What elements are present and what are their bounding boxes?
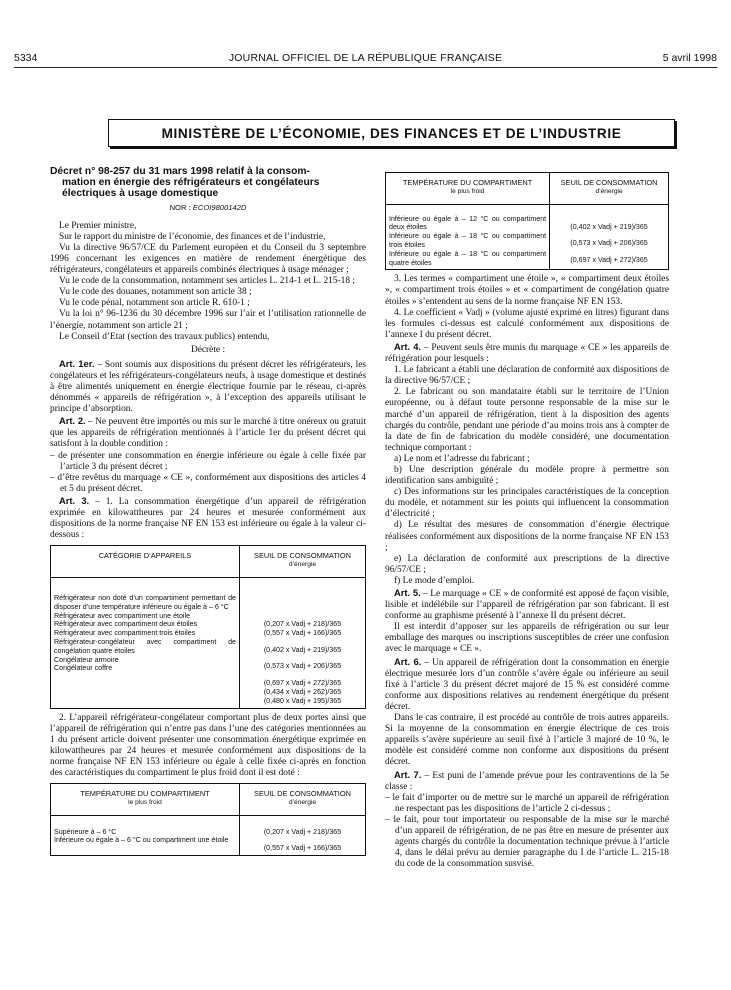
row-value: (0,207 x Vadj + 218)/365 — [263, 619, 342, 628]
paragraph: Dans le cas contraire, il est procédé au contrôle de trois autres appareils. Si la moyenne de la consommation en énergie électrique de ces trois appareils s’avère supérieure au seuil fixé à l’article 3 majoré de 10 %, le modèle est considéré comme non conforme aux dispositions du présent décret. — [385, 713, 669, 768]
list-item: – de présenter une consommation en énergie inférieure ou égale à celle fixée par l’article 3 du présent décret ; — [50, 450, 366, 472]
paragraph: Vu le code pénal, notamment son article R. 610-1 ; — [59, 298, 250, 309]
nor-code: ECOI9800142D — [192, 202, 247, 212]
row-category: Inférieure ou égale à – 18 °C ou compartiment trois étoiles — [389, 232, 547, 249]
paragraph: 2. Le fabricant ou son mandataire établi sur le territoire de l’Union européenne, ou à défaut toute personne responsable de la mise sur le marché d’un appareil de réfrigération, tient à la disposition des agents chargés du contrôle, pendant une période d’au moins trois ans à compter de la date de fin de fabrication du modèle considéré, une documentation technique comportant : — [385, 387, 669, 453]
article-1 — [50, 358, 366, 415]
left-column — [50, 166, 366, 860]
row-value: (0,402 x Vadj + 219)/365 — [570, 222, 648, 231]
article-label: Art. 1er. — [59, 357, 95, 369]
journal-title: JOURNAL OFFICIEL DE LA RÉPUBLIQUE FRANÇAISE — [228, 52, 503, 64]
header-label: SEUIL DE CONSOMMATION — [560, 178, 658, 187]
decree-title-line: mation en énergie des réfrigérateurs et congélateurs — [62, 177, 320, 189]
table-row — [51, 815, 366, 856]
table-header — [550, 173, 669, 205]
article-3 — [50, 495, 366, 541]
list-item: – d’être revêtus du marquage « CE », conformément aux dispositions des articles 4 et 5 du présent décret. — [50, 472, 366, 494]
table-row — [51, 577, 366, 708]
table-header — [240, 546, 366, 578]
paragraph: d) Le résultat des mesures de consommation d’énergie électrique réalisées conformément aux dispositions de la norme française NF EN 153 ; — [385, 520, 669, 553]
row-category: Inférieure ou égale à – 12 °C ou compartiment deux étoiles — [389, 214, 547, 232]
list-item: – le fait d’importer ou de mettre sur le marché un appareil de réfrigération ne respectant pas les dispositions de l’article 2 ci-dessus ; — [385, 792, 669, 814]
article-4 — [385, 341, 669, 365]
right-column — [385, 166, 669, 870]
paragraph: a) Le nom et l’adresse du fabricant ; — [394, 453, 530, 464]
paragraph: b) Une description générale du modèle propre à permettre son identification sans ambiguïté ; — [385, 464, 669, 487]
paragraph: e) La déclaration de conformité aux prescriptions de la directive 96/57/CE ; — [385, 553, 669, 575]
header-label: TEMPÉRATURE DU COMPARTIMENT — [80, 789, 210, 799]
article-text: – Peuvent seuls être munis du marquage « CE » les appareils de réfrigération pour lesquels : — [385, 342, 669, 365]
row-value: (0,207 x Vadj + 218)/365 — [263, 827, 342, 836]
row-category: Réfrigérateur non doté d’un compartiment permettant de disposer d’une température inférieure ou égale à – 6 °C — [54, 593, 236, 611]
row-category: Congélateur armoire — [54, 655, 119, 664]
article-text: – Un appareil de réfrigération dont la consommation en énergie électrique mesurée lors d’un contrôle s’avère égale ou inférieure au seuil fixé à l’article 3 du présent décret majoré de 15 % est considéré comme conforme aux dispositions relatives au rendement énergétique du présent décret. — [385, 657, 669, 712]
header-label: SEUIL DE CONSOMMATION — [254, 551, 351, 561]
decree-title — [50, 166, 366, 200]
table-cell — [550, 204, 669, 270]
header-sublabel: le plus froid — [450, 187, 485, 195]
article-text: – 1. La consommation énergétique d’un appareil de réfrigération exprimée en kilowattheures par 24 heures et mesurée conformément aux dispositions de la norme française NF EN 153 est inférieure ou égale à la valeur ci-dessous : — [50, 496, 367, 541]
header-sublabel: d’énergie — [595, 187, 623, 195]
row-value: (0,557 x Vadj + 166)/365 — [263, 844, 342, 853]
table-header — [51, 546, 240, 578]
decree-title-line: Décret n° 98-257 du 31 mars 1998 relatif à la consom- — [50, 166, 310, 177]
row-value: (0,697 x Vadj + 272)/365 — [570, 256, 648, 265]
header-label: CATÉGORIE D’APPAREILS — [98, 551, 192, 561]
page-header — [14, 52, 717, 68]
paragraph: Vu le code des douanes, notamment son article 38 ; — [59, 287, 252, 298]
article-text: – Le marquage « CE » de conformité est apposé de façon visible, lisible et indélébile sur l’appareil de réfrigération par son fabricant. Il est conforme au graphisme présenté à l’annexe II du présent décret. — [385, 589, 669, 622]
row-value: (0,573 x Vadj + 206)/365 — [263, 662, 342, 671]
article-label: Art. 7. — [394, 768, 422, 780]
paragraph: f) Le mode d’emploi. — [394, 575, 475, 586]
page-number: 5334 — [14, 52, 38, 64]
row-category: Réfrigérateur avec compartiment deux étoiles — [54, 620, 198, 629]
decree-title-line: électriques à usage domestique — [62, 188, 219, 200]
row-value: (0,697 x Vadj + 272)/365 — [263, 679, 342, 688]
article-label: Art. 4. — [394, 340, 422, 352]
paragraph: 3. Les termes « compartiment une étoile », « compartiment deux étoiles », « compartiment trois étoiles » et « compartiment de congélation quatre étoiles » s’entendent au sens de la norme française NF EN 153. — [385, 274, 669, 307]
paragraph: Vu le code de la consommation, notamment ses articles L. 214-1 et L. 215-18 ; — [59, 276, 355, 287]
table-row — [386, 204, 669, 270]
paragraph: 4. Le coefficient « Vadj » (volume ajusté exprimé en litres) figurant dans les formules ci-dessus est calculé conformément aux dispositions de l’annexe I du présent décret. — [385, 307, 669, 340]
header-sublabel: d’énergie — [288, 798, 317, 806]
table-cell — [386, 204, 550, 270]
row-category: Réfrigérateur avec compartiment trois étoiles — [54, 629, 196, 638]
paragraph: Le Premier ministre, — [59, 220, 137, 231]
row-value: (0,480 x Vadj + 195)/365 — [263, 696, 342, 705]
article-2 — [50, 415, 366, 450]
paragraph: Il est interdit d’apposer sur les appareils de réfrigération ou sur leur emballage des marques ou inscriptions susceptibles de créer une confusion avec le marquage « CE ». — [385, 622, 669, 655]
paragraph: Vu la loi n° 96-1236 du 30 décembre 1996 sur l’air et l’utilisation rationnelle de l’énergie, notamment son article 21 ; — [50, 309, 366, 331]
paragraph: 2. L’appareil réfrigérateur-congélateur comportant plus de deux portes ainsi que l’appareil de réfrigération qui n’entre pas dans l’une des catégories mentionnées au 1 du présent article doivent présenter une consommation énergétique exprimée en kilowattheures par 24 heures et mesurée conformément aux dispositions de la norme française NF EN 153 inférieure ou égale à celle fixée ci-après en fonction des caractéristiques du compartiment le plus froid dont il est doté : — [50, 712, 366, 778]
article-label: Art. 5. — [394, 587, 421, 598]
table-cell — [240, 577, 366, 708]
table-cell — [51, 815, 240, 856]
table-cell — [240, 815, 366, 856]
article-7 — [385, 769, 669, 793]
table-header — [386, 173, 550, 205]
table-cell — [51, 577, 240, 708]
article-label: Art. 3. — [59, 494, 90, 506]
header-sublabel: le plus froid — [128, 798, 162, 806]
row-category: Supérieure à – 6 °C — [54, 827, 117, 836]
threshold-table-temperature — [50, 783, 366, 856]
row-category: Réfrigérateur-congélateur avec compartiment de congélation quatre étoiles — [54, 637, 236, 655]
row-category: Inférieure ou égale à – 6 °C ou compartiment une étoile — [54, 836, 229, 845]
issue-date: 5 avril 1998 — [662, 52, 717, 64]
article-text: – Ne peuvent être importés ou mis sur le marché à titre onéreux ou gratuit que les appareils de réfrigération mentionnés à l’article 1er du présent décret qui satisfont à la double condition : — [50, 417, 366, 450]
nor-label: NOR : — [169, 202, 191, 212]
row-category: Réfrigérateur avec compartiment une étoile — [54, 611, 191, 620]
paragraph: Sur le rapport du ministre de l’économie, des finances et de l’industrie, — [59, 231, 326, 242]
article-text: – Sont soumis aux dispositions du présent décret les réfrigérateurs, les congélateurs et les réfrigérateurs-congélateurs neufs, à usage domestique et destinés à être alimentés uniquement en énergie électrique fournie par le réseau, ci-après dénommés « appareils de réfrigération », à l’exception des appareils utilisant le principe d’absorption. — [50, 359, 366, 415]
header-label: TEMPÉRATURE DU COMPARTIMENT — [402, 178, 533, 187]
article-label: Art. 6. — [394, 655, 422, 667]
header-sublabel: d’énergie — [288, 561, 317, 569]
list-item: – le fait, pour tout importateur ou responsable de la mise sur le marché d’un appareil de réfrigération, de ne pas être en mesure de présenter aux agents chargés du contrôle la documentation technique prévue à l’article 4, dans le délai prévu au dernier paragraphe du I de l’article L. 215-18 du code de la consommation susvisé. — [385, 814, 669, 870]
paragraph: 1. Le fabricant a établi une déclaration de conformité aux dispositions de la directive 96/57/CE ; — [385, 365, 669, 387]
row-value: (0,434 x Vadj + 262)/365 — [263, 687, 342, 696]
paragraph: Le Conseil d’Etat (section des travaux publics) entendu, — [59, 331, 270, 342]
nor-reference — [50, 202, 366, 213]
paragraph: Vu la directive 96/57/CE du Parlement européen et du Conseil du 3 septembre 1996 concernant les exigences en matière de rendement énergétique des réfrigérateurs, congélateurs et appareils combinés électriques à usage ménager ; — [50, 242, 366, 276]
paragraph: c) Des informations sur les principales caractéristiques de la conception du modèle, et notamment sur les points qui influencent la consommation d’électricité ; — [385, 487, 669, 520]
row-category: Inférieure ou égale à – 18 °C ou compartiment quatre étoiles — [389, 249, 547, 267]
header-label: SEUIL DE CONSOMMATION — [254, 789, 351, 799]
article-text: – Est puni de l’amende prévue pour les contraventions de la 5e classe : — [385, 770, 669, 792]
ministry-banner: MINISTÈRE DE L’ÉCONOMIE, DES FINANCES ET DE L’INDUSTRIE — [108, 119, 675, 147]
article-5 — [385, 587, 669, 622]
threshold-table-categories — [50, 545, 366, 708]
row-category: Congélateur coffre — [54, 664, 113, 673]
row-value: (0,573 x Vadj + 206)/365 — [570, 239, 648, 248]
header-rule — [14, 67, 717, 68]
table-header — [51, 784, 240, 816]
table-header — [240, 784, 366, 816]
decrete-heading: Décrète : — [190, 344, 226, 355]
article-6 — [385, 656, 669, 713]
threshold-table-temperature-continued — [385, 172, 669, 270]
row-value: (0,557 x Vadj + 166)/365 — [263, 628, 342, 637]
row-value: (0,402 x Vadj + 219)/365 — [263, 645, 342, 654]
article-label: Art. 2. — [59, 415, 86, 427]
